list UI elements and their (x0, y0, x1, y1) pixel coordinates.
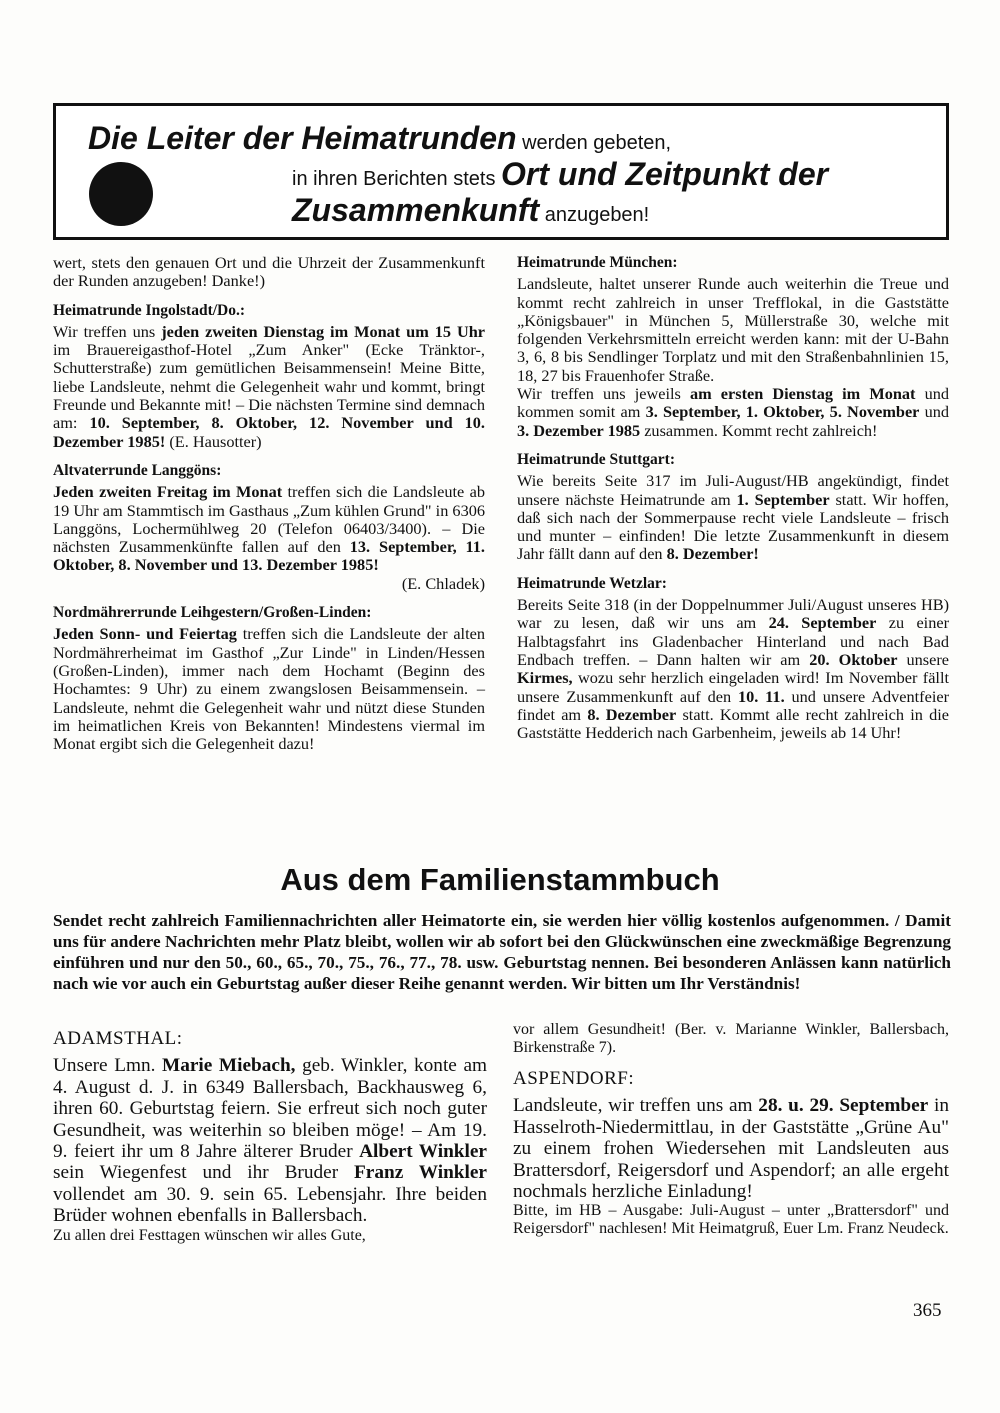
emphasis: 10. September, 8. Oktober, 12. November und 10. Dezember 1985! (53, 413, 485, 451)
text: und unsere Adventfeier findet am (517, 686, 950, 724)
notice-emphasis: Ort und Zeitpunkt der (501, 156, 829, 192)
bullet-dot-icon (89, 162, 153, 226)
article-muenchen-2 (517, 385, 949, 440)
heading-stuttgart: Heimatrunde Stuttgart: (517, 450, 675, 468)
text: unsere (897, 649, 949, 669)
adamsthal-small-text: Zu allen drei Festtagen wünschen wir alles Gute, (53, 1226, 366, 1244)
text: in Hasselroth-Niedermittlau, in der Gaststätte „Grüne Au" zu einem frohen Wiedersehen mit Landsleuten aus Brattersdorf, Reigersdorf und Aspendorf; an alle ergeht nochmals herzliche Einladung! (513, 1095, 949, 1203)
emphasis: Franz Winkler (354, 1162, 487, 1184)
continuation-text: wert, stets den genauen Ort und die Uhrzeit der Zusammenkunft der Runden anzugeben! Danke!) (53, 253, 485, 291)
text: treffen sich die Landsleute ab 19 Uhr am Stammtisch im Gasthaus „Zum kühlen Grund" in 6306 Langgöns, Lochermühlweg 20 (Telefon 06403/3400). – Die nächsten Zusammenkünfte fallen auf den (53, 482, 485, 557)
article-ingolstadt (53, 323, 485, 451)
emphasis: Marie Miebach, (162, 1055, 296, 1077)
emphasis: 8. Dezember! (666, 544, 759, 564)
emphasis: jeden zweiten Dienstag im Monat um 15 Uhr (161, 321, 485, 341)
signature: (E. Chladek) (401, 573, 485, 593)
heading-muenchen: Heimatrunde München: (517, 254, 678, 271)
article-aspendorf (513, 1095, 949, 1202)
emphasis: Jeden Sonn- und Feiertag (53, 624, 237, 644)
emphasis: Jeden zweiten Freitag im Monat (53, 482, 283, 502)
emphasis: 1. September (736, 489, 830, 509)
text: zusammen. Kommt recht zahlreich! (640, 420, 878, 440)
signature: (E. Hausotter) (165, 431, 262, 451)
page-number: 365 (913, 1300, 942, 1321)
section-intro: Sendet recht zahlreich Familiennachrichten aller Heimatorte ein, sie werden hier völlig kostenlos aufgenommen. / Damit uns für andere Nachrichten mehr Platz bleibt, wollen wir ab sofort bei den Glückwünschen eine zweckmäßige Begrenzung einführen und nur den 50., 60., 65., 70., 75., 76., 77., 78. usw. Geburtstag nennen. Bei besonderen Anlässen kann natürlich nach wie vor auch ein Geburtstag außer dieser Reihe genannt werden. Wir bitten um Ihr Verständnis! (53, 911, 951, 993)
aspendorf-small-text: Bitte, im HB – Ausgabe: Juli-August – unter „Brattersdorf" und Reigersdorf" nachlesen! Mit Heimatgruß, Euer Lm. Franz Neudeck. (513, 1202, 949, 1237)
article-stuttgart (517, 472, 949, 563)
text: statt. Kommt alle recht zahlreich in die Gaststätte Hedderich nach Garbenheim, jeweils ab 14 Uhr! (517, 704, 949, 743)
text: und kommen somit am (517, 384, 949, 422)
emphasis: 24. September (768, 613, 877, 633)
emphasis: 3. September, 1. Oktober, 5. November (645, 402, 920, 422)
text: Wir treffen uns jeweils (517, 384, 690, 404)
text: statt. Wir hoffen, daß sich nach der Sommerpause recht viele Landsleute – frisch und munter – einfinden! Die letzte Zusammenkunft in diesem Jahr fällt dann auf den (517, 489, 949, 564)
article-muenchen-1: Landsleute, haltet unserer Runde auch weiterhin die Treue und kommt recht zahlreich in unser Trefflokal, in die Gaststätte „Königsbauer" in München 5, Müllerstraße 30, welche mit folgenden Verkehrsmitteln erreicht werden kann: mit der U-Bahn 3, 6, 8 bis Sendlinger Torplatz und mit den Straßenbahnlinien 15, 18, 27 bis Frauenhofer Straße. (517, 274, 949, 385)
notice-text: in ihren Berichten stets (292, 168, 501, 190)
heading-aspendorf: ASPENDORF: (513, 1068, 635, 1089)
text: Landsleute, wir treffen uns am (513, 1095, 759, 1117)
emphasis: 8. Dezember (587, 704, 677, 724)
text: im Brauereigasthof-Hotel „Zum Anker" (Ecke Tränktor-, Schutterstraße) zum gemütlichen Beisammensein! Meine Bitte, liebe Landsleute, nehmt die Gelegenheit wahr und kommt, bringt Freunde und Bekannte mit! – Die nächsten Termine sind demnach am: (53, 340, 485, 433)
notice-line-1 (88, 120, 671, 157)
text: geb. Winkler, konte am 4. August d. J. in 6349 Ballersbach, Backhausweg 6, ihren 60. Geburtstag feiern. Sie erfreut sich noch guter Gesundheit, was weiterhin so bleiben möge! – Am 19. 9. feiert ihr um 8 Jahre älterer Bruder (53, 1055, 487, 1163)
text: Unsere Lmn. (53, 1055, 163, 1077)
text: vollendet am 30. 9. sein 65. Lebensjahr. Ihre beiden Brüder wohnen ebenfalls in Ballersbach. (53, 1183, 487, 1227)
left-column (53, 254, 485, 753)
notice-line-3 (292, 192, 649, 229)
emphasis: 28. u. 29. September (758, 1095, 929, 1117)
text: Bereits Seite 318 (in der Doppelnummer Juli/August unseres HB) war zu lesen, daß wir uns am (517, 595, 949, 633)
text: Wir treffen uns (53, 321, 162, 341)
text: und (919, 402, 949, 422)
article-wetzlar (517, 596, 949, 742)
heading-adamsthal: ADAMSTHAL: (53, 1028, 183, 1049)
heading-wetzlar: Heimatrunde Wetzlar: (517, 574, 667, 592)
notice-box (53, 103, 949, 240)
notice-emphasis: Zusammenkunft (292, 192, 540, 228)
emphasis: 13. September, 11. Oktober, 8. November und 13. Dezember 1985! (53, 537, 486, 575)
emphasis: 10. 11. (737, 686, 785, 706)
continuation-text: vor allem Gesundheit! (Ber. v. Marianne Winkler, Ballersbach, Birkenstraße 7). (513, 1021, 949, 1056)
emphasis: Albert Winkler (359, 1141, 487, 1163)
article-langgoens (53, 483, 485, 574)
adamsthal-column (53, 1028, 487, 1244)
emphasis: Kirmes, (517, 668, 573, 688)
section-title: Aus dem Familienstammbuch (280, 862, 720, 897)
text: treffen sich die Landsleute der alten Nordmährerheimat im Gasthof „Zur Linde" in Linden/Hessen (Großen-Linden), immer nach dem Hochamt (Beginn des Hochamtes: 9 Uhr) zu einem zwangslosen Beisammensein. – Landsleute, nehmt die Gelegenheit wahr und nützt diese Stunden im heimatlichen Kreis von Bekannten! Mindestens viermal im Monat ergibt sich die Gelegenheit dazu! (53, 624, 485, 754)
notice-text: anzugeben! (539, 204, 650, 226)
text: zu einer Halbtagsfahrt ins Gladenbacher Hinterland und nach Bad Endbach treffen. – Dann halten wir am (517, 613, 949, 669)
emphasis: 20. Oktober (809, 649, 898, 669)
text: wozu sehr herzlich eingeladen wird! Im November fällt unsere Zusammenkunft auf den (517, 668, 949, 706)
heading-nordmaehrer: Nordmährerrunde Leihgestern/Großen-Linden: (53, 604, 372, 622)
heading-ingolstadt: Heimatrunde Ingolstadt/Do.: (53, 301, 246, 319)
text: sein Wiegenfest und ihr Bruder (53, 1162, 354, 1184)
right-column (517, 254, 949, 742)
heading-langgoens: Altvaterrunde Langgöns: (53, 461, 222, 479)
emphasis: am ersten Dienstag im Monat (689, 384, 916, 404)
text: Wie bereits Seite 317 im Juli-August/HB angekündigt, findet unsere nächste Heimatrunde am (517, 471, 949, 509)
notice-text: werden gebeten, (516, 132, 672, 154)
emphasis: 3. Dezember 1985 (517, 420, 641, 440)
article-nordmaehrer (53, 625, 485, 753)
notice-emphasis: Die Leiter der Heimatrunden (88, 120, 517, 156)
aspendorf-column (513, 1021, 949, 1237)
notice-line-2 (292, 156, 828, 193)
article-adamsthal (53, 1055, 487, 1226)
